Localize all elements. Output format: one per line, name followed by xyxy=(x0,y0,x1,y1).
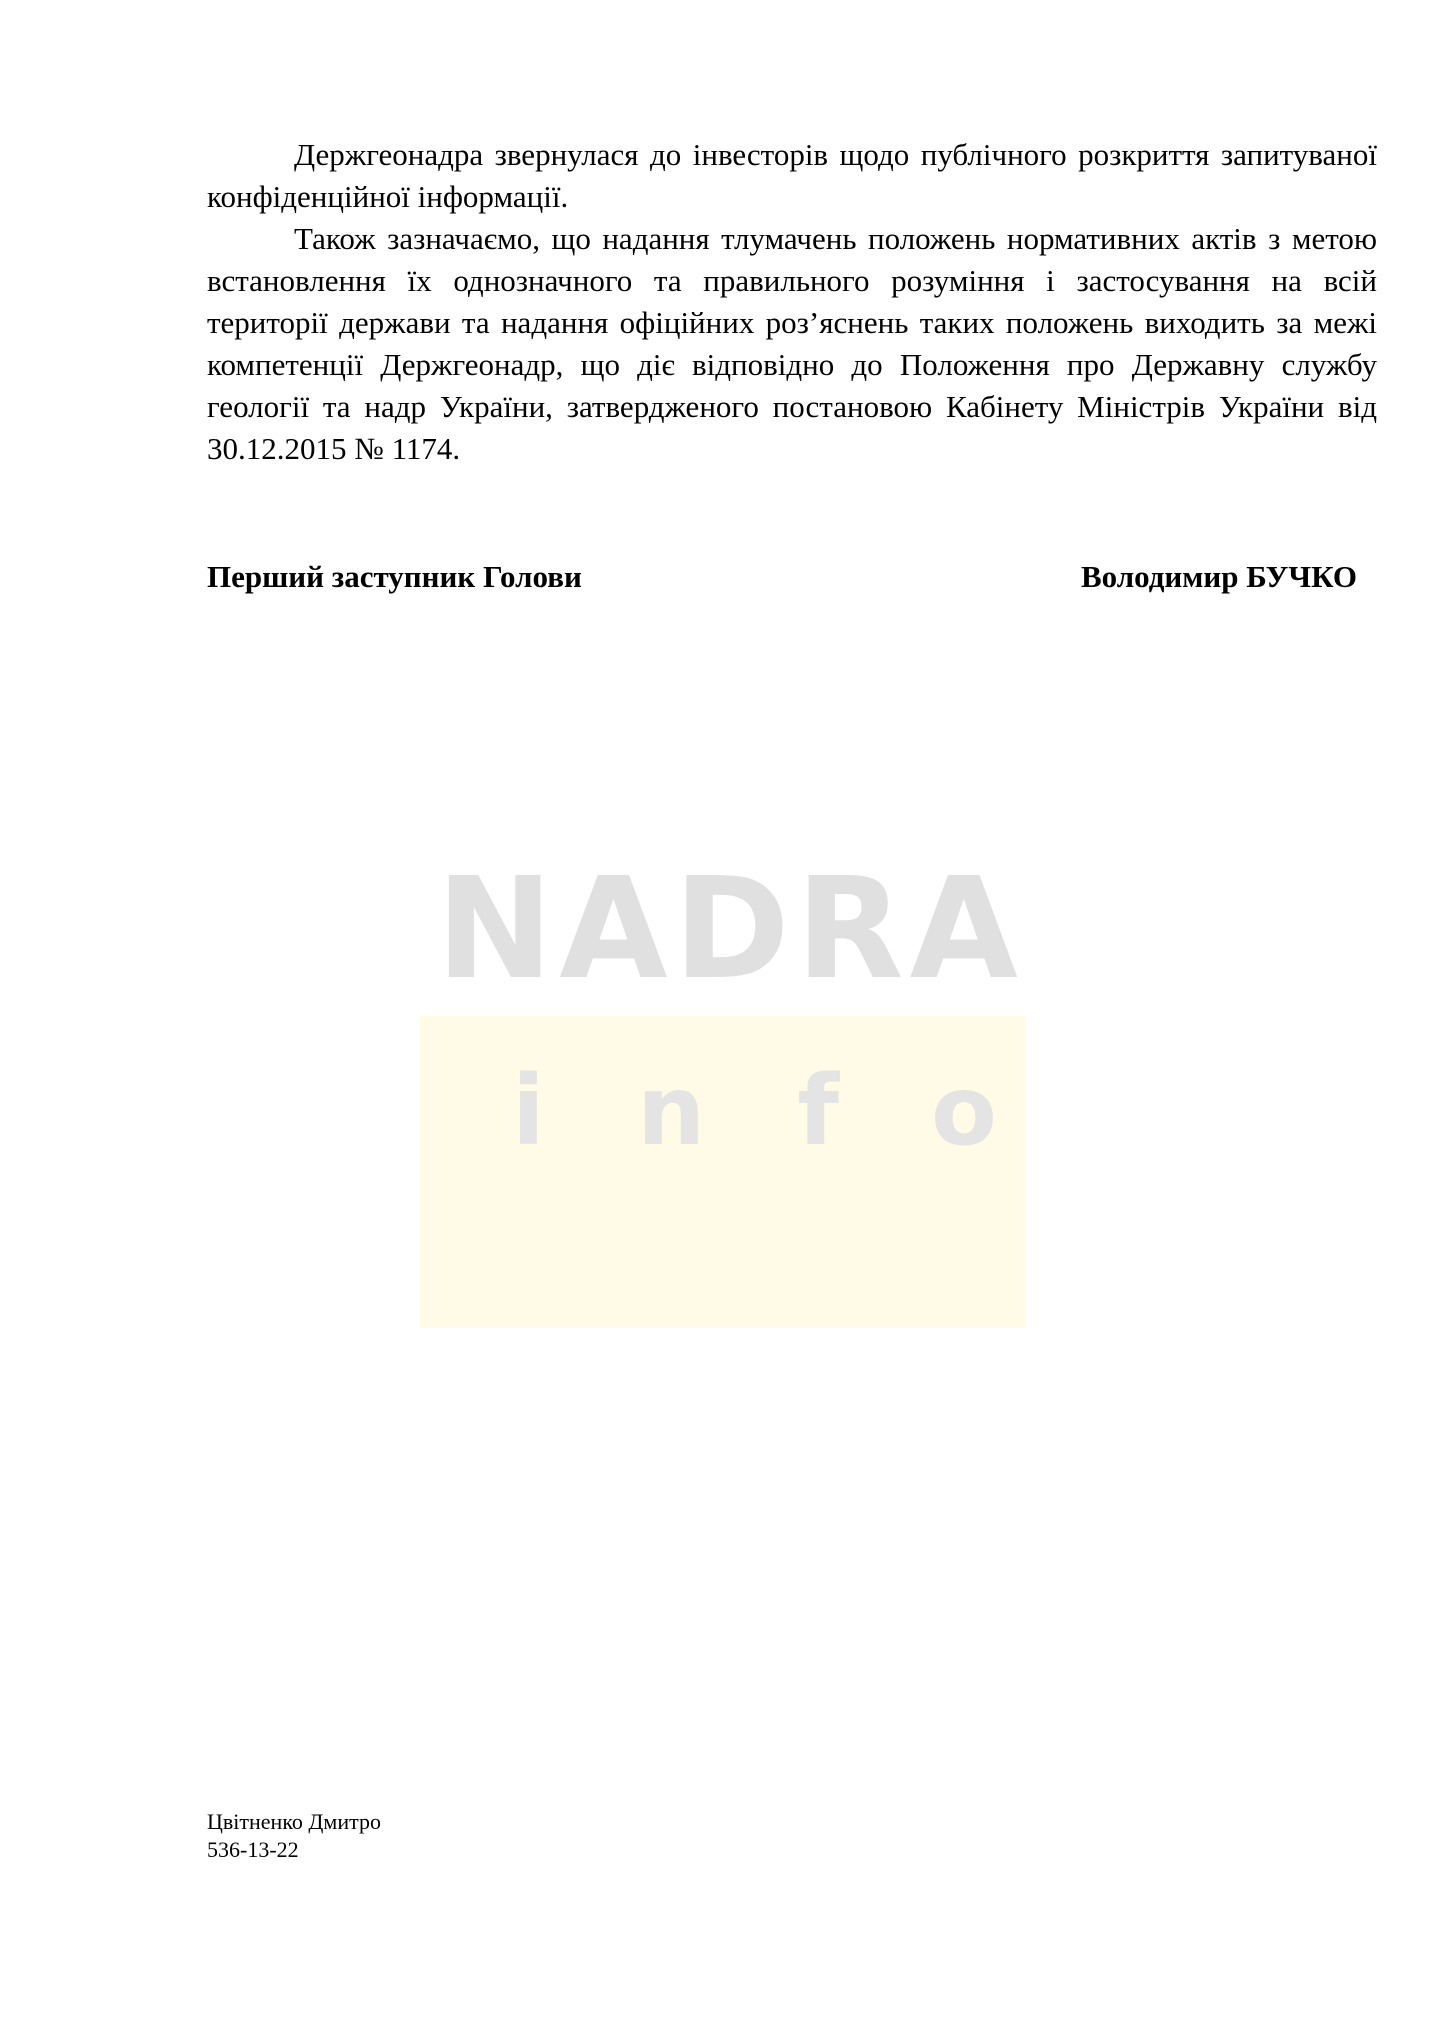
nadra-info-watermark xyxy=(420,848,1089,1330)
executor-phone: 536-13-22 xyxy=(207,1837,299,1862)
letter-body xyxy=(207,134,1377,470)
watermark-nadra-text: NADRA xyxy=(436,848,1024,1011)
watermark-info-box xyxy=(420,1016,1089,1328)
signatory-name: Володимир БУЧКО xyxy=(1080,559,1357,594)
paragraph-disclosure: Держгеонадра звернулася до інвесторів щодо публічного розкриття запитуваної конфіденційної інформації. xyxy=(207,137,1377,214)
executor-block xyxy=(207,1808,381,1864)
signatory-position: Перший заступник Голови xyxy=(207,559,582,594)
watermark-info-text: info xyxy=(512,1055,1089,1167)
executor-name: Цвітненко Дмитро xyxy=(207,1809,381,1834)
paragraph-competence: Також зазначаємо, що надання тлумачень положень нормативних актів з метою встановлення їх однозначного та правильного розуміння і застосування на всій території держави та надання офіційних роз’яснень таких положень виходить за межі компетенції Держгеонадр, що діє відповідно до Положення про Державну службу геології та надр України, затвердженого постановою Кабінету Міністрів України від 30.12.2015 № 1174. xyxy=(207,221,1377,466)
